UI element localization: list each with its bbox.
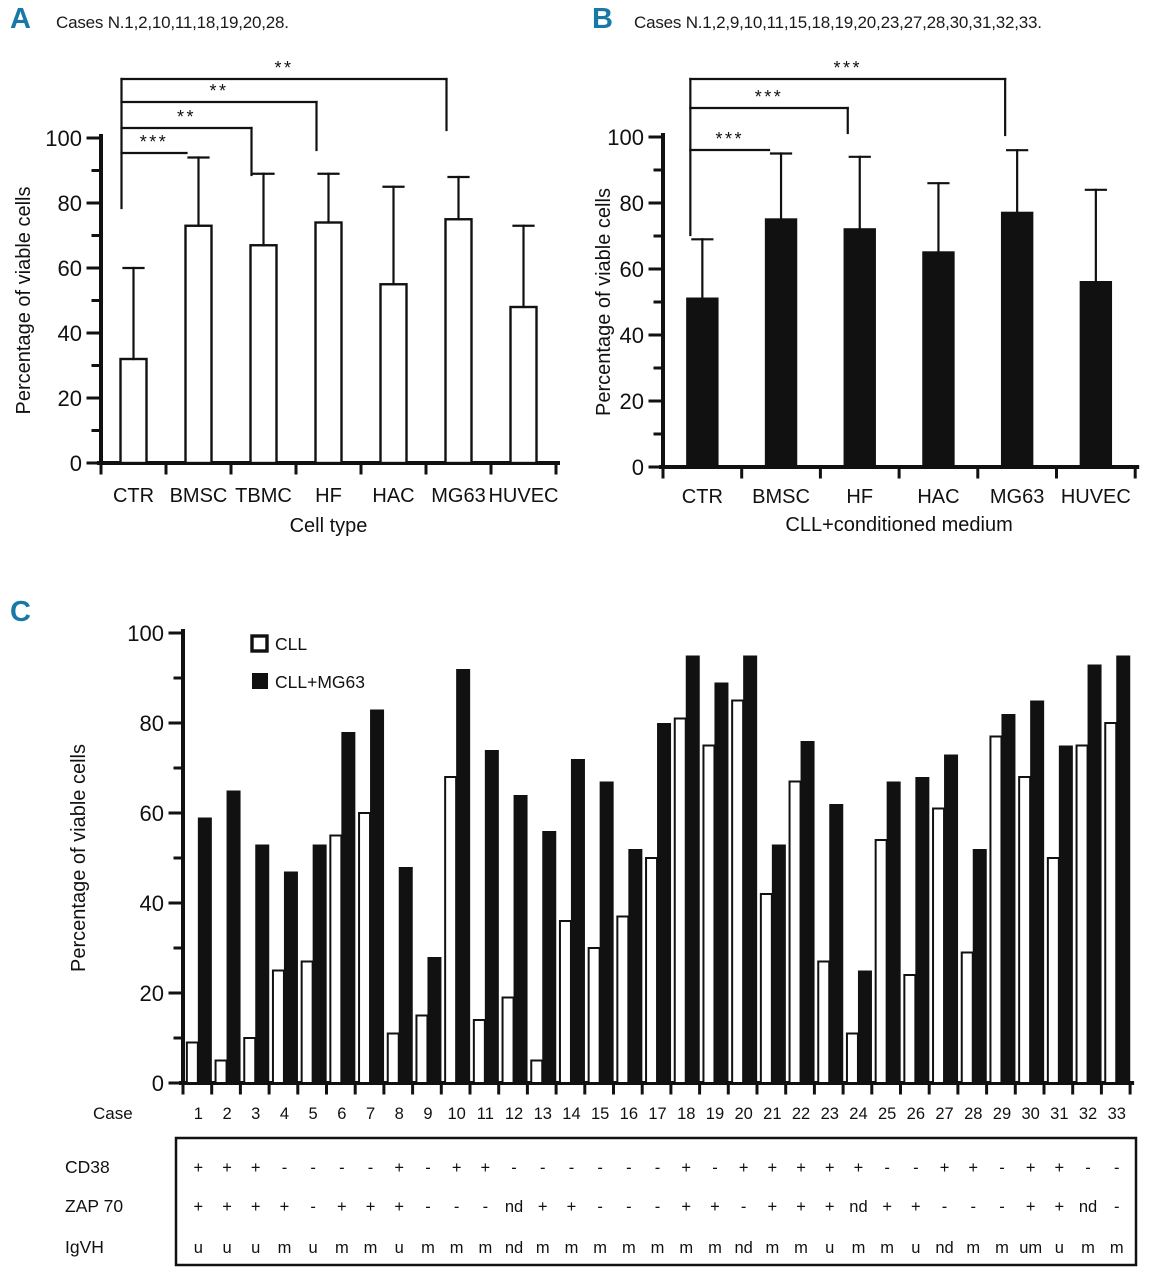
bar-c-14-cll (560, 921, 571, 1083)
case-number: 15 (590, 1105, 610, 1123)
bar-c-27-cll-mg63 (944, 755, 958, 1084)
bar-c-13-cll (531, 1061, 542, 1084)
x-category-label: MG63 (989, 486, 1045, 508)
bar-c-16-cll-mg63 (628, 849, 642, 1083)
row-label-CD38: CD38 (65, 1157, 110, 1177)
y-tick-label: 0 (151, 1071, 164, 1096)
case-number: 26 (906, 1105, 926, 1123)
y-tick-label: 20 (57, 386, 82, 411)
y-tick-label: 60 (619, 257, 644, 282)
cell-CD38-15: - (597, 1159, 603, 1177)
bar-c-30-cll-mg63 (1030, 701, 1044, 1084)
cell-CD38-9: - (425, 1159, 431, 1177)
cell-ZAP-70-29: - (999, 1198, 1005, 1216)
cell-ZAP-70-13: + (537, 1198, 548, 1216)
y-tick-label: 60 (57, 256, 82, 281)
cell-ZAP-70-8: + (394, 1198, 405, 1216)
cell-ZAP-70-17: - (654, 1198, 661, 1216)
cell-IgVH-15: m (593, 1239, 608, 1257)
cell-CD38-10: + (451, 1159, 462, 1177)
cell-ZAP-70-26: + (911, 1198, 921, 1216)
bar-c-18-cll-mg63 (686, 656, 700, 1084)
cell-CD38-7: - (367, 1159, 374, 1177)
bar-c-14-cll-mg63 (571, 759, 585, 1083)
case-number: 28 (964, 1105, 983, 1123)
bar-c-7-cll-mg63 (370, 710, 384, 1084)
bar-c-21-cll (761, 894, 772, 1083)
cell-ZAP-70-10: - (453, 1198, 460, 1216)
cell-ZAP-70-25: + (882, 1198, 892, 1216)
bar-c-10-cll-mg63 (456, 669, 470, 1083)
cell-IgVH-12: nd (504, 1239, 524, 1257)
panel-b-title: Cases N.1,2,9,10,11,15,18,19,20,23,27,28,30,31,32,33. (634, 13, 1042, 32)
bar-c-17-cll-mg63 (657, 723, 671, 1083)
cell-ZAP-70-27: - (941, 1198, 948, 1216)
cell-IgVH-17: m (650, 1239, 665, 1257)
cell-ZAP-70-18: + (681, 1198, 692, 1216)
significance-stars: *** (833, 58, 863, 78)
case-number: 31 (1050, 1105, 1069, 1123)
case-number: 12 (504, 1105, 524, 1123)
significance-stars: *** (715, 129, 744, 149)
row-label-IgVH: IgVH (65, 1237, 104, 1257)
y-axis-title: Percentage of viable cells (13, 186, 35, 415)
y-axis-title: Percentage of viable cells (593, 188, 615, 416)
cell-CD38-21: + (767, 1159, 778, 1177)
cell-ZAP-70-32: nd (1078, 1198, 1098, 1216)
cell-IgVH-30: um (1019, 1239, 1043, 1257)
cell-IgVH-19: m (708, 1239, 722, 1257)
cell-CD38-24: + (853, 1159, 864, 1177)
x-category-label: HUVEC (488, 485, 559, 507)
legend-swatch-cll (252, 636, 267, 651)
bar-B-HAC (923, 253, 953, 468)
cell-CD38-31: + (1054, 1159, 1065, 1177)
cell-ZAP-70-2: + (222, 1198, 232, 1216)
bar-c-1-cll (187, 1043, 198, 1084)
bar-c-23-cll (818, 962, 829, 1084)
cell-ZAP-70-12: nd (504, 1198, 524, 1216)
bar-c-23-cll-mg63 (829, 804, 843, 1083)
cell-ZAP-70-31: + (1054, 1198, 1065, 1216)
y-tick-label: 40 (57, 321, 82, 346)
cell-ZAP-70-15: - (597, 1198, 603, 1216)
y-tick-label: 80 (57, 191, 82, 216)
bar-A-MG63 (446, 219, 472, 463)
cell-IgVH-31: u (1054, 1239, 1064, 1257)
bar-c-30-cll (1019, 777, 1030, 1083)
bar-B-MG63 (1002, 213, 1032, 467)
cell-ZAP-70-30: + (1025, 1198, 1036, 1216)
significance-stars: ** (274, 58, 294, 78)
bar-c-32-cll (1077, 746, 1088, 1084)
legend-label-cll: CLL (275, 634, 308, 654)
bar-c-29-cll (990, 737, 1001, 1084)
cell-CD38-8: + (394, 1159, 405, 1177)
x-category-label: HUVEC (1060, 486, 1131, 508)
bar-c-24-cll-mg63 (858, 971, 872, 1084)
cell-ZAP-70-7: + (365, 1198, 376, 1216)
cell-IgVH-1: u (193, 1239, 203, 1257)
y-tick-label: 100 (45, 126, 82, 151)
bar-c-3-cll (244, 1038, 255, 1083)
cell-IgVH-28: m (966, 1239, 981, 1257)
x-category-label: BMSC (752, 486, 810, 508)
cell-IgVH-20: nd (734, 1239, 753, 1257)
bar-c-26-cll (904, 975, 915, 1083)
y-axis-title: Percentage of viable cells (68, 744, 90, 972)
cell-ZAP-70-19: + (710, 1198, 720, 1216)
x-axis-title: Cell type (289, 515, 368, 537)
bar-c-4-cll-mg63 (284, 872, 298, 1084)
bar-c-13-cll-mg63 (542, 831, 556, 1083)
cell-CD38-27: + (939, 1159, 950, 1177)
bar-c-19-cll-mg63 (714, 683, 728, 1084)
bar-c-17-cll (646, 858, 657, 1083)
case-number: 11 (476, 1105, 494, 1123)
cell-CD38-22: + (796, 1159, 806, 1177)
bar-c-4-cll (273, 971, 284, 1084)
cell-CD38-20: + (738, 1159, 749, 1177)
bar-c-2-cll-mg63 (227, 791, 241, 1084)
cell-CD38-32: - (1085, 1159, 1091, 1177)
cell-CD38-26: - (913, 1159, 919, 1177)
case-number: 2 (222, 1105, 232, 1123)
case-number: 17 (648, 1105, 667, 1123)
cell-CD38-33: - (1114, 1159, 1120, 1177)
significance-stars: ** (209, 81, 229, 101)
cell-ZAP-70-24: nd (849, 1198, 868, 1216)
case-number: 21 (763, 1105, 782, 1123)
bar-c-1-cll-mg63 (198, 818, 212, 1084)
cell-IgVH-2: u (222, 1239, 232, 1257)
case-number: 30 (1021, 1105, 1040, 1123)
cell-IgVH-29: m (995, 1239, 1009, 1257)
significance-stars: *** (754, 87, 784, 107)
cell-CD38-16: - (626, 1159, 632, 1177)
bar-c-18-cll (675, 719, 686, 1084)
bar-A-HAC (381, 284, 407, 463)
case-number: 19 (705, 1105, 725, 1123)
cell-IgVH-14: m (564, 1239, 579, 1257)
cell-CD38-25: - (884, 1159, 890, 1177)
bar-c-22-cll-mg63 (801, 741, 815, 1083)
y-tick-label: 80 (139, 711, 164, 736)
case-number: 8 (394, 1105, 404, 1123)
bar-c-5-cll-mg63 (313, 845, 327, 1084)
bar-c-24-cll (847, 1034, 858, 1084)
panel-b-letter: B (592, 3, 613, 35)
cell-CD38-18: + (681, 1159, 692, 1177)
cell-CD38-13: - (540, 1159, 546, 1177)
bar-c-12-cll (503, 998, 514, 1084)
cell-IgVH-22: m (794, 1239, 808, 1257)
bar-c-25-cll (876, 840, 887, 1083)
bar-c-32-cll-mg63 (1088, 665, 1102, 1084)
cell-CD38-3: + (250, 1159, 261, 1177)
bar-c-6-cll-mg63 (341, 732, 355, 1083)
bar-B-CTR (687, 299, 717, 467)
panel-c-chart (68, 621, 1132, 1123)
cell-IgVH-13: m (535, 1239, 550, 1257)
bar-c-10-cll (445, 777, 456, 1083)
case-number: 32 (1078, 1105, 1098, 1123)
bar-B-HF (845, 229, 875, 467)
x-category-label: CTR (681, 486, 723, 508)
bar-A-HUVEC (511, 307, 537, 463)
bar-c-5-cll (302, 962, 313, 1084)
bar-c-9-cll (416, 1016, 427, 1084)
bar-c-11-cll-mg63 (485, 750, 499, 1083)
cell-IgVH-21: m (765, 1239, 780, 1257)
bar-c-11-cll (474, 1020, 485, 1083)
case-number: 23 (820, 1105, 839, 1123)
bar-c-26-cll-mg63 (915, 777, 929, 1083)
legend (252, 634, 365, 692)
case-number: 27 (935, 1105, 954, 1123)
bar-B-HUVEC (1081, 282, 1111, 467)
x-category-label: HAC (917, 486, 960, 508)
cell-ZAP-70-28: - (970, 1198, 976, 1216)
y-tick-label: 0 (69, 451, 82, 476)
x-category-label: CTR (112, 485, 155, 507)
bar-c-8-cll-mg63 (399, 867, 413, 1083)
x-category-label: MG63 (431, 485, 486, 507)
cell-CD38-19: - (712, 1159, 718, 1177)
bar-c-28-cll (962, 953, 973, 1084)
cell-ZAP-70-21: + (767, 1198, 778, 1216)
cell-ZAP-70-14: + (566, 1198, 577, 1216)
panel-a-title: Cases N.1,2,10,11,18,19,20,28. (56, 13, 289, 32)
cell-CD38-28: + (968, 1159, 979, 1177)
cell-IgVH-16: m (621, 1239, 636, 1257)
x-category-label: HF (315, 485, 342, 507)
cell-IgVH-9: m (421, 1239, 435, 1257)
case-number: 5 (308, 1105, 318, 1123)
bar-c-22-cll (790, 782, 801, 1084)
x-category-label: TBMC (235, 485, 292, 507)
cell-IgVH-27: nd (935, 1239, 954, 1257)
case-row-label: Case (93, 1104, 133, 1123)
bar-A-BMSC (186, 226, 212, 463)
cell-CD38-23: + (824, 1159, 835, 1177)
y-tick-label: 0 (631, 455, 644, 480)
bar-c-15-cll-mg63 (600, 782, 614, 1084)
bar-c-33-cll (1105, 723, 1116, 1083)
bar-c-25-cll-mg63 (887, 782, 901, 1084)
case-number: 9 (423, 1105, 433, 1123)
cell-CD38-1: + (193, 1159, 204, 1177)
cell-CD38-4: - (281, 1159, 288, 1177)
y-tick-label: 100 (127, 621, 164, 646)
case-number: 16 (619, 1105, 639, 1123)
cell-ZAP-70-33: - (1114, 1198, 1120, 1216)
bar-c-16-cll (617, 917, 628, 1084)
row-label-ZAP-70: ZAP 70 (65, 1196, 124, 1216)
case-number: 3 (251, 1105, 261, 1123)
cell-ZAP-70-9: - (425, 1198, 431, 1216)
case-number: 18 (677, 1105, 696, 1123)
cell-CD38-29: - (999, 1159, 1005, 1177)
cell-ZAP-70-5: - (310, 1198, 316, 1216)
bar-A-CTR (121, 359, 147, 463)
case-number: 20 (734, 1105, 753, 1123)
case-number: 6 (337, 1105, 347, 1123)
y-tick-label: 40 (619, 323, 644, 348)
bar-c-29-cll-mg63 (1001, 714, 1015, 1083)
case-number: 22 (791, 1105, 811, 1123)
panel-c-letter: C (10, 596, 31, 628)
bar-c-20-cll (732, 701, 743, 1084)
cell-CD38-12: - (511, 1159, 517, 1177)
cell-CD38-30: + (1025, 1159, 1036, 1177)
bar-c-33-cll-mg63 (1116, 656, 1130, 1084)
cell-CD38-17: - (654, 1159, 661, 1177)
case-number: 29 (992, 1105, 1012, 1123)
cell-IgVH-4: m (277, 1239, 292, 1257)
bar-c-31-cll-mg63 (1059, 746, 1073, 1084)
cell-IgVH-10: m (449, 1239, 464, 1257)
cell-IgVH-26: u (911, 1239, 921, 1257)
case-number: 13 (533, 1105, 552, 1123)
cell-ZAP-70-16: - (626, 1198, 632, 1216)
bar-c-31-cll (1048, 858, 1059, 1083)
cell-CD38-14: - (568, 1159, 575, 1177)
cell-IgVH-33: m (1109, 1239, 1124, 1257)
y-tick-label: 60 (139, 801, 164, 826)
cell-ZAP-70-22: + (796, 1198, 806, 1216)
cell-IgVH-25: m (880, 1239, 895, 1257)
x-category-label: HF (846, 486, 874, 508)
cell-CD38-2: + (222, 1159, 232, 1177)
significance-stars: ** (176, 107, 197, 127)
x-category-label: BMSC (169, 485, 228, 507)
cell-ZAP-70-23: + (824, 1198, 835, 1216)
bar-c-27-cll (933, 809, 944, 1084)
cell-IgVH-11: m (478, 1239, 493, 1257)
bar-c-9-cll-mg63 (427, 957, 441, 1083)
marker-table (65, 1138, 1136, 1265)
significance-stars: *** (139, 132, 169, 152)
cell-IgVH-23: u (825, 1239, 835, 1257)
bar-A-TBMC (251, 245, 277, 463)
x-axis-title: CLL+conditioned medium (785, 514, 1013, 536)
y-tick-label: 20 (139, 981, 164, 1006)
panel-b-chart (593, 58, 1137, 536)
cell-ZAP-70-20: - (740, 1198, 747, 1216)
bar-c-7-cll (359, 813, 370, 1083)
bar-c-20-cll-mg63 (743, 656, 757, 1084)
cell-ZAP-70-6: + (337, 1198, 347, 1216)
y-tick-label: 100 (607, 125, 644, 150)
cell-ZAP-70-1: + (193, 1198, 204, 1216)
cell-CD38-11: + (480, 1159, 491, 1177)
case-number: 33 (1107, 1105, 1126, 1123)
bar-c-6-cll (330, 836, 341, 1084)
case-number: 1 (193, 1105, 203, 1123)
bar-c-19-cll (703, 746, 714, 1084)
panel-a-chart (13, 58, 559, 537)
case-number: 25 (877, 1105, 897, 1123)
bar-B-BMSC (766, 220, 796, 468)
cell-ZAP-70-4: + (279, 1198, 290, 1216)
bar-c-3-cll-mg63 (255, 845, 269, 1084)
bar-c-28-cll-mg63 (973, 849, 987, 1083)
cell-IgVH-5: u (308, 1239, 318, 1257)
cell-CD38-5: - (310, 1159, 316, 1177)
cell-IgVH-24: m (851, 1239, 866, 1257)
legend-swatch-cll-mg63 (252, 673, 268, 689)
bar-c-8-cll (388, 1034, 399, 1084)
case-number: 7 (365, 1105, 376, 1123)
cell-ZAP-70-3: + (250, 1198, 261, 1216)
cell-IgVH-6: m (334, 1239, 349, 1257)
case-number: 10 (447, 1105, 466, 1123)
cell-IgVH-3: u (251, 1239, 261, 1257)
bar-c-2-cll (216, 1061, 227, 1084)
case-number: 14 (562, 1105, 581, 1123)
bar-c-21-cll-mg63 (772, 845, 786, 1084)
bar-c-15-cll (589, 948, 600, 1083)
cell-IgVH-7: m (363, 1239, 378, 1257)
cell-ZAP-70-11: - (482, 1198, 489, 1216)
y-tick-label: 80 (619, 191, 644, 216)
case-number: 4 (279, 1105, 290, 1123)
legend-label-cll-mg63: CLL+MG63 (275, 672, 365, 692)
y-tick-label: 40 (139, 891, 164, 916)
y-tick-label: 20 (619, 389, 644, 414)
cell-IgVH-8: u (394, 1239, 404, 1257)
bar-c-12-cll-mg63 (514, 795, 528, 1083)
cell-IgVH-32: m (1081, 1239, 1095, 1257)
cell-IgVH-18: m (679, 1239, 694, 1257)
panel-a-letter: A (10, 3, 31, 35)
x-category-label: HAC (372, 485, 415, 507)
cell-CD38-6: - (339, 1159, 345, 1177)
case-number: 24 (849, 1105, 868, 1123)
bar-A-HF (316, 223, 342, 464)
